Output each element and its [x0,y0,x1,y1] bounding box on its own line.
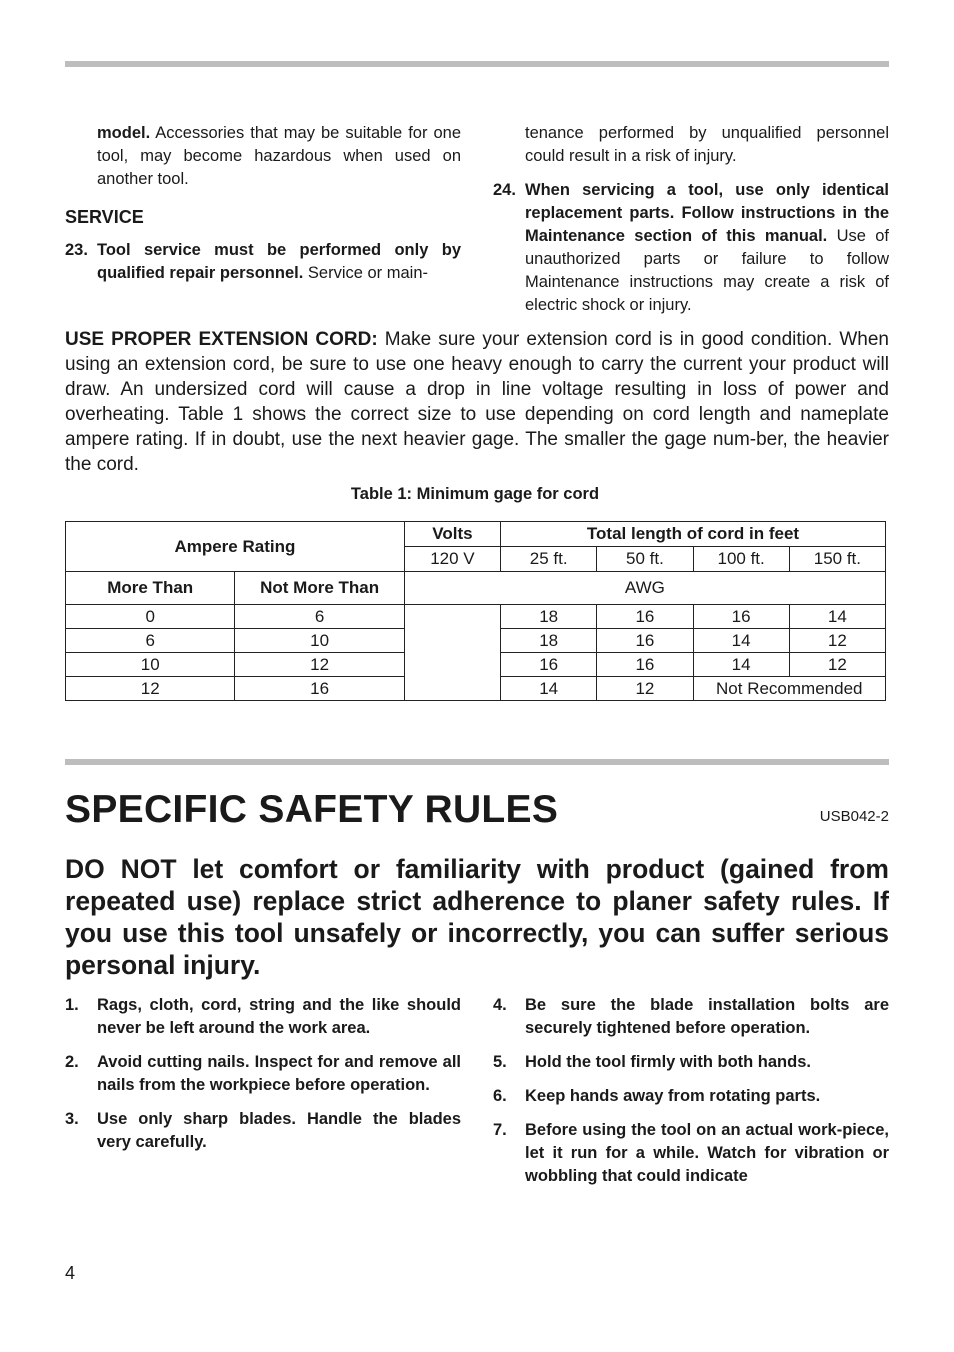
page-number: 4 [65,1263,76,1283]
rule-text: Hold the tool firmly with both hands. [525,1053,811,1071]
gage-cell: 12 [597,677,693,701]
rule-number: 4. [493,996,507,1014]
volts-empty-cell [404,605,500,701]
gage-cell: 16 [693,605,789,629]
document-code: USB042-2 [819,808,889,825]
top-right-column [493,122,889,317]
safety-title: SPECIFIC SAFETY RULES [65,788,559,831]
table-caption: Table 1: Minimum gage for cord [350,485,600,503]
extension-cord-text: Make sure your extension cord is in good condition. When using an extension cord, be sure to use one heavy enough to carry the current your product will draw. An undersized cord will cause a drop in line voltage resulting in loss of power and overheating. Table 1 shows the correct size to use depending on cord length and nameplate ampere rating. If in doubt, use the next heavier gage. The smaller the gage num-ber, the heavier the cord. [65,329,889,475]
voltage-cell: 120 V [404,547,500,572]
carryover-paragraph-right: tenance performed by unqualified personnel could result in a risk of injury. [525,124,889,165]
rules-left-column [65,994,461,1154]
gage-cell: 12 [789,629,885,653]
volts-header: Volts [404,522,500,547]
more-than-cell: 6 [66,629,235,653]
rule-text: Keep hands away from rotating parts. [525,1087,821,1105]
gage-cell: 16 [597,653,693,677]
more-than-cell: 0 [66,605,235,629]
rule-number: 5. [493,1053,507,1071]
carryover-paragraph [65,122,461,191]
rule-text: Avoid cutting nails. Inspect for and remove all nails from the workpiece before operation. [97,1053,461,1094]
rule-item-2 [65,1051,461,1097]
gage-cell: 14 [693,629,789,653]
item-number: 24. [493,181,516,199]
length-150: 150 ft. [789,547,885,572]
gage-cell: 18 [501,629,597,653]
safety-divider [65,759,889,765]
rule-number: 7. [493,1121,507,1139]
extension-cord-bold: USE PROPER EXTENSION CORD: [65,329,378,350]
not-more-than-cell: 12 [235,653,404,677]
gage-cell: 14 [789,605,885,629]
length-100: 100 ft. [693,547,789,572]
not-more-than-cell: 6 [235,605,404,629]
more-than-cell: 12 [66,677,235,701]
not-recommended-cell: Not Recommended [693,677,885,701]
not-more-than-cell: 10 [235,629,404,653]
ampere-rating-header: Ampere Rating [66,522,405,572]
total-length-header: Total length of cord in feet [501,522,886,547]
not-more-than-header: Not More Than [235,572,404,605]
more-than-cell: 10 [66,653,235,677]
gage-cell: 16 [597,605,693,629]
safety-warning: DO NOT let comfort or familiarity with product (gained from repeated use) replace strict adherence to planer safety rules. If you use this tool unsafely or incorrectly, you can suffer serious personal injury. [65,854,889,980]
item-23-bold: Tool service must be performed only by qualified repair personnel. [97,241,461,282]
service-heading: SERVICE [65,207,144,227]
rule-item-3 [65,1108,461,1154]
rule-number: 2. [65,1053,79,1071]
list-item-24 [493,179,889,317]
top-divider [65,61,889,67]
carryover-bold: model. [97,124,151,142]
gage-cell: 16 [501,653,597,677]
gage-cell: 14 [693,653,789,677]
table-row [66,605,886,629]
rule-text: Use only sharp blades. Handle the blades very carefully. [97,1110,461,1151]
item-23-text: Service or main- [303,264,429,282]
rule-item-5 [493,1051,889,1074]
list-item-23 [65,239,461,285]
rule-text: Before using the tool on an actual work-piece, let it run for a while. Watch for vibration or wobbling that could indicate [525,1121,889,1185]
item-number: 23. [65,241,88,259]
rules-right-column [493,994,889,1188]
length-25: 25 ft. [501,547,597,572]
top-left-column [65,122,461,285]
extension-cord-paragraph [65,327,889,477]
more-than-header: More Than [66,572,235,605]
rule-text: Be sure the blade installation bolts are securely tightened before operation. [525,996,889,1037]
item-24-bold: When servicing a tool, use only identical replacement parts. Follow instructions in the Maintenance section of this manual. [525,181,889,245]
item-24-text: Use of unauthorized parts or failure to follow Maintenance instructions may create a risk of electric shock or injury. [525,227,889,314]
rule-number: 3. [65,1110,79,1128]
gage-cell: 14 [501,677,597,701]
rule-number: 1. [65,996,79,1014]
gage-cell: 12 [789,653,885,677]
rule-item-7 [493,1119,889,1188]
gage-cell: 16 [597,629,693,653]
rule-item-4 [493,994,889,1040]
not-more-than-cell: 16 [235,677,404,701]
rule-item-1 [65,994,461,1040]
awg-header: AWG [404,572,885,605]
gage-cell: 18 [501,605,597,629]
rule-item-6 [493,1085,889,1108]
length-50: 50 ft. [597,547,693,572]
rule-text: Rags, cloth, cord, string and the like should never be left around the work area. [97,996,461,1037]
rule-number: 6. [493,1087,507,1105]
carryover-text: Accessories that may be suitable for one tool, may become hazardous when used on another tool. [97,124,461,188]
cord-gage-table [65,521,886,701]
